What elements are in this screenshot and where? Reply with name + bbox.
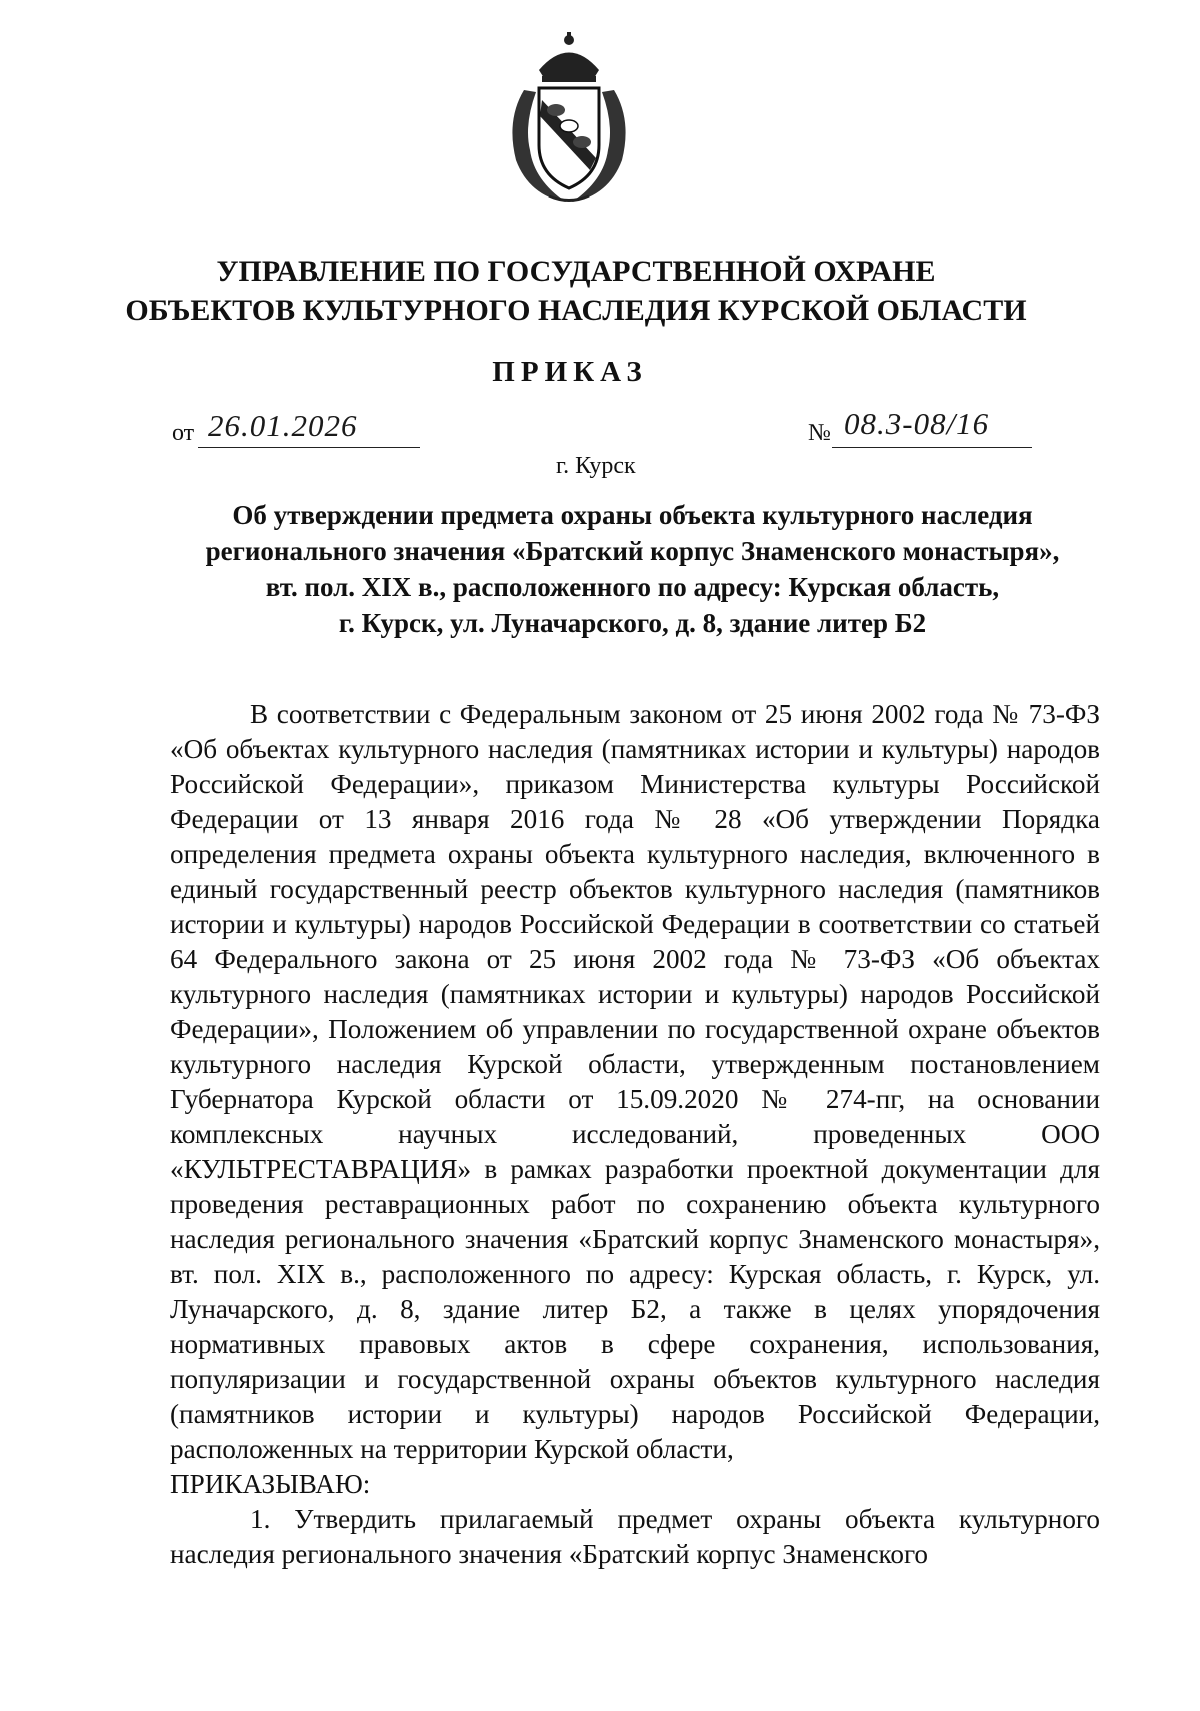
- date-field: [172, 408, 358, 447]
- document-type: ПРИКАЗ: [492, 356, 648, 388]
- date-prefix: от: [172, 420, 195, 446]
- document-body: [170, 697, 1100, 1572]
- organization-name: [0, 252, 1200, 330]
- number-prefix: №: [808, 420, 831, 446]
- org-line-1: УПРАВЛЕНИЕ ПО ГОСУДАРСТВЕННОЙ ОХРАНЕ: [216, 255, 936, 288]
- date-handwritten: 26.01.2026: [208, 408, 358, 443]
- number-handwritten: 08.3-08/16: [844, 406, 990, 441]
- order-word: ПРИКАЗЫВАЮ:: [170, 1469, 371, 1499]
- number-field: [808, 406, 990, 447]
- number-underline: [832, 447, 1032, 448]
- org-line-2: ОБЪЕКТОВ КУЛЬТУРНОГО НАСЛЕДИЯ КУРСКОЙ ОБЛАСТИ: [125, 294, 1027, 327]
- title-line-4: г. Курск, ул. Луначарского, д. 8, здание литер Б2: [338, 608, 927, 638]
- document-title: [170, 497, 1095, 641]
- date-underline: [198, 447, 420, 448]
- kursk-coat-of-arms-icon: [494, 30, 644, 205]
- title-line-3: вт. пол. XIX в., расположенного по адресу: Курская область,: [265, 572, 1000, 602]
- title-line-1: Об утверждении предмета охраны объекта культурного наследия: [232, 500, 1033, 530]
- city: г. Курск: [556, 453, 636, 479]
- order-item-1: 1. Утвердить прилагаемый предмет охраны объекта культурного наследия регионального значения «Братский корпус Знаменского: [170, 1504, 1100, 1569]
- preamble-paragraph: В соответствии с Федеральным законом от 25 июня 2002 года № 73-ФЗ «Об объектах культурного наследия (памятниках истории и культуры) народов Российской Федерации», приказом Министерства культуры Российской Федерации от 13 января 2016 года № 28 «Об утверждении Порядка определения предмета охраны объекта культурного наследия, включенного в единый государственный реестр объектов культурного наследия (памятников истории и культуры) народов Российской Федерации в соответствии со статьей 64 Федерального закона от 25 июня 2002 года № 73-ФЗ «Об объектах культурного наследия (памятниках истории и культуры) народов Российской Федерации», Положением об управлении по государственной охране объектов культурного наследия Курской области, утвержденным постановлением Губернатора Курской области от 15.09.2020 № 274-пг, на основании комплексных научных исследований, проведенных ООО «КУЛЬТРЕСТАВРАЦИЯ» в рамках разработки проектной документации для проведения реставрационных работ по сохранению объекта культурного наследия регионального значения «Братский корпус Знаменского монастыря», вт. пол. XIX в., расположенного по адресу: Курская область, г. Курск, ул. Луначарского, д. 8, здание литер Б2, а также в целях упорядочения нормативных правовых актов в сфере сохранения, использования, популяризации и государственной охраны объектов культурного наследия (памятников истории и культуры) народов Российской Федерации, расположенных на территории Курской области,: [170, 699, 1100, 1464]
- title-line-2: регионального значения «Братский корпус Знаменского монастыря»,: [205, 536, 1060, 566]
